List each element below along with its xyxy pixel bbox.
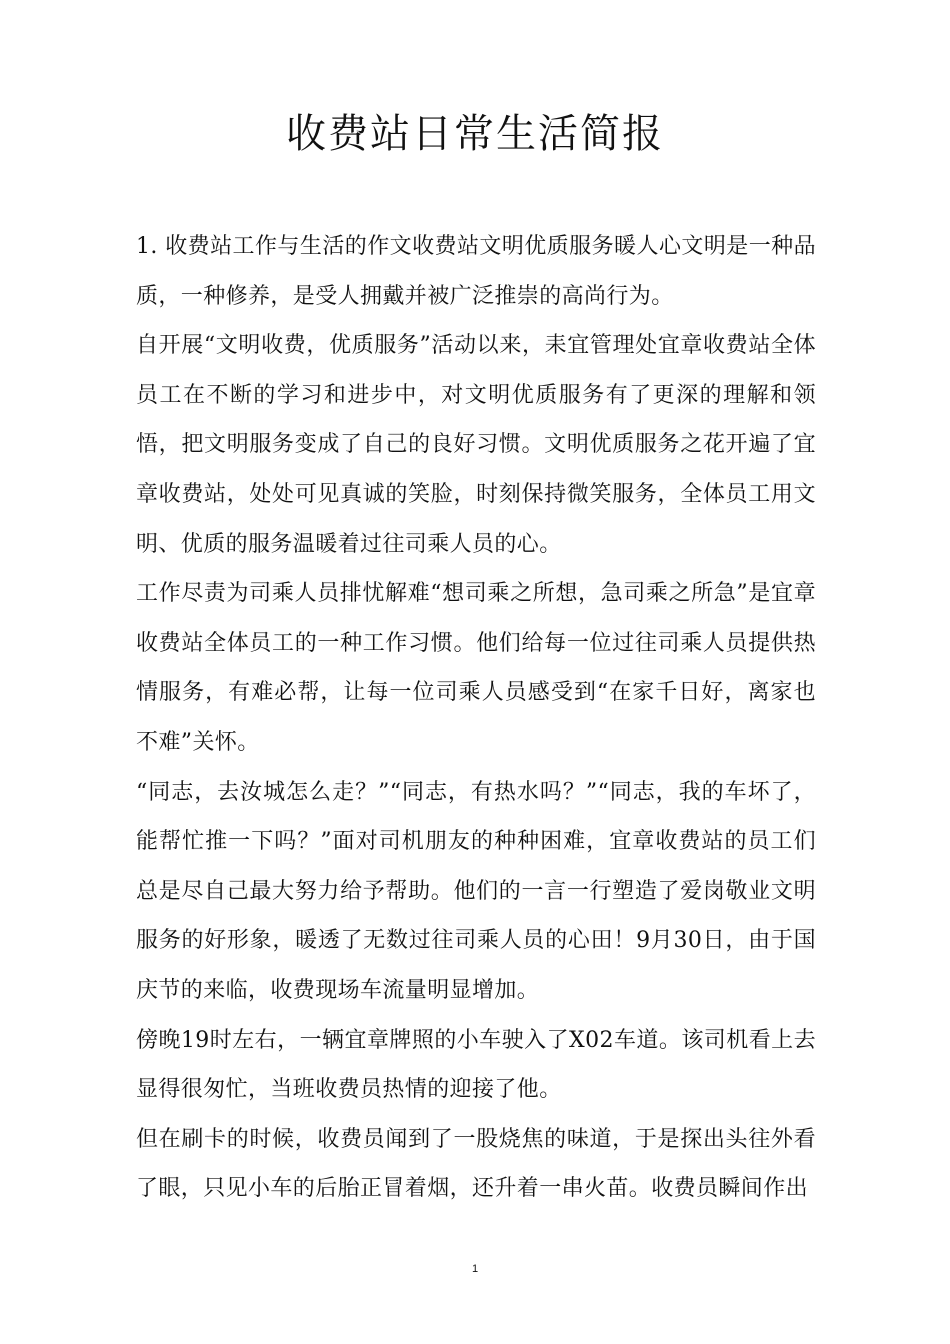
paragraph-2: 自开展“文明收费，优质服务”活动以来，耒宜管理处宜章收费站全体员工在不断的学习和进步中，对文明优质服务有了更深的理解和领悟，把文明服务变成了自己的良好习惯。文明优质服务之花开遍了宜章收费站，处处可见真诚的笑脸，时刻保持微笑服务，全体员工用文明、优质的服务温暖着过往司乘人员的心。 bbox=[136, 333, 816, 557]
paragraph-1: 1. 收费站工作与生活的作文收费站文明优质服务暖人心文明是一种品质，一种修养，是受人拥戴并被广泛推崇的高尚行为。 bbox=[136, 234, 816, 309]
paragraph-6: 但在刷卡的时候，收费员闻到了一股烧焦的味道，于是探出头往外看了眼，只见小车的后胎正冒着烟，还升着一串火苗。收费员瞬间作出 bbox=[136, 1126, 816, 1202]
paragraph-4: “同志，去汝城怎么走？”“同志，有热水吗？”“同志，我的车坏了，能帮忙推一下吗？”面对司机朋友的种种困难，宜章收费站的员工们总是尽自己最大努力给予帮助。他们的一言一行塑造了爱岗敬业文明服务的好形象，暖透了无数过往司乘人员的心田！9月30日，由于国庆节的来临，收费现场车流量明显增加。 bbox=[136, 779, 816, 1003]
paragraph-5: 傍晚19时左右，一辆宜章牌照的小车驶入了X02车道。该司机看上去显得很匆忙，当班收费员热情的迎接了他。 bbox=[136, 1027, 816, 1103]
page-number: 1 bbox=[471, 1263, 479, 1275]
document-body bbox=[136, 222, 816, 1214]
paragraph-3: 工作尽责为司乘人员排忧解难“想司乘之所想，急司乘之所急”是宜章收费站全体员工的一种工作习惯。他们给每一位过往司乘人员提供热情服务，有难必帮，让每一位司乘人员感受到“在家千日好，离家也不难”关怀。 bbox=[136, 581, 816, 755]
document-title: 收费站日常生活简报 bbox=[286, 111, 664, 157]
